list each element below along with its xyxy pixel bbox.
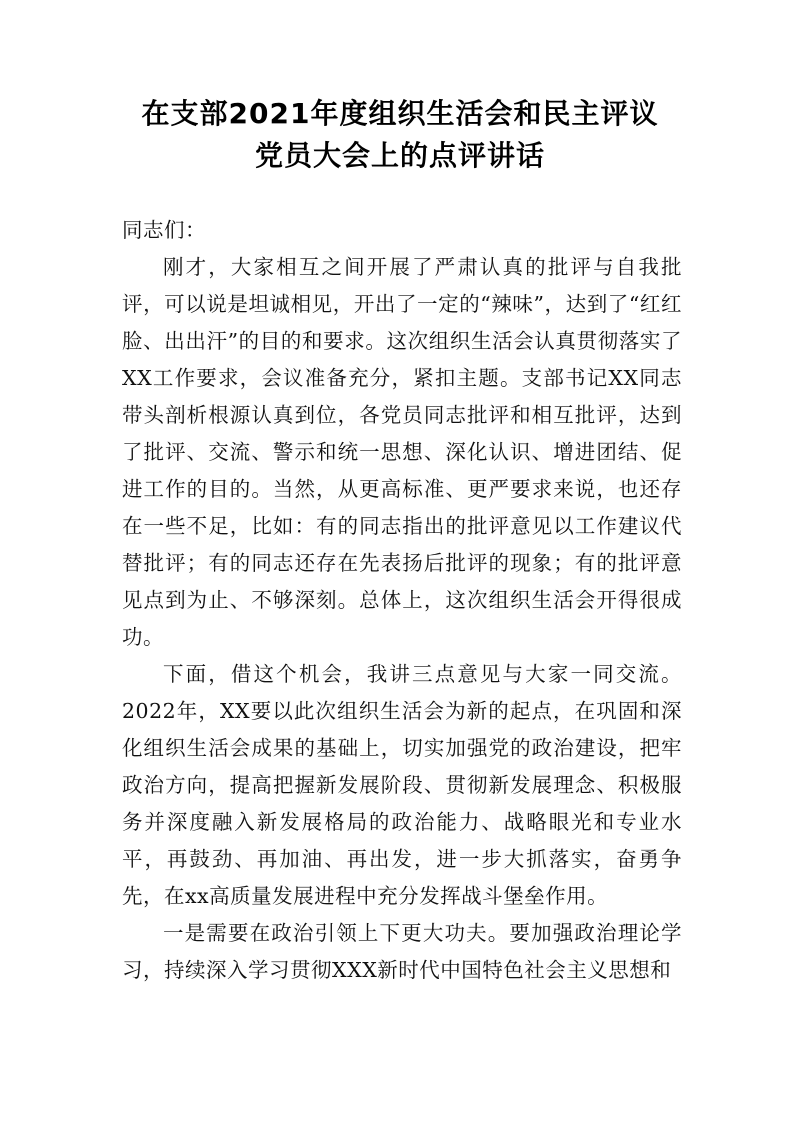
- paragraph-2: 下面，借这个机会，我讲三点意见与大家一同交流。2022年，XX要以此次组织生活会为新的起点，在巩固和深化组织生活会成果的基础上，切实加强党的政治建设，把牢政治方向，提高把握新发展阶段、贯彻新发展理念、积极服务并深度融入新发展格局的政治能力、战略眼光和专业水平，再鼓劲、再加油、再出发，进一步大抓落实，奋勇争先，在xx高质量发展进程中充分发挥战斗堡垒作用。: [122, 662, 682, 908]
- document-title-line-1: 在支部2021年度组织生活会和民主评议: [141, 97, 659, 130]
- document-title-line-2: 党员大会上的点评讲话: [254, 139, 545, 172]
- paragraph-3: 一是需要在政治引领上下更大功夫。要加强政治理论学习，持续深入学习贯彻XXX新时代中国特色社会主义思想和: [122, 921, 682, 982]
- paragraph-1: 刚才，大家相互之间开展了严肃认真的批评与自我批评，可以说是坦诚相见，开出了一定的“辣味”，达到了“红红脸、出出汗”的目的和要求。这次组织生活会认真贯彻落实了XX工作要求，会议准备充分，紧扣主题。支部书记XX同志带头剖析根源认真到位，各党员同志批评和相互批评，达到了批评、交流、警示和统一思想、深化认识、增进团结、促进工作的目的。当然，从更高标准、更严要求来说，也还存在一些不足，比如：有的同志指出的批评意见以工作建议代替批评；有的同志还存在先表扬后批评的现象；有的批评意见点到为止、不够深刻。总体上，这次组织生活会开得很成功。: [122, 255, 682, 649]
- document-body: [122, 212, 682, 989]
- salutation: 同志们：: [122, 218, 206, 242]
